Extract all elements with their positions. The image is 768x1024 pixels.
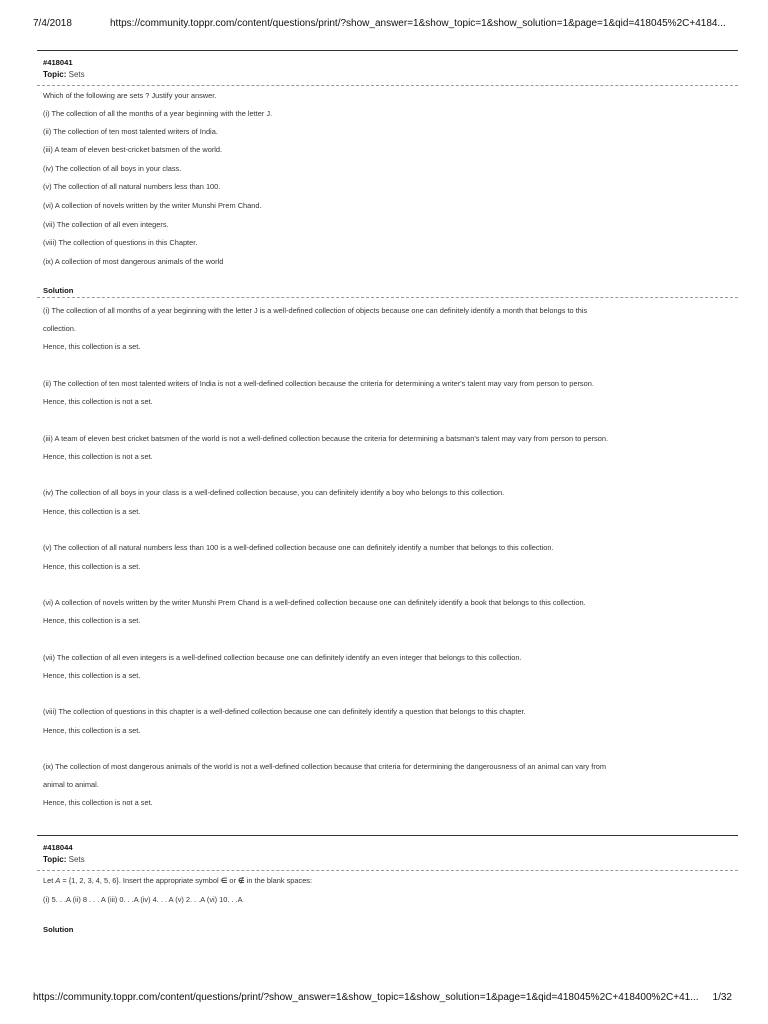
question-item: (ix) A collection of most dangerous animals of the world xyxy=(43,257,224,266)
solution-paragraph: (v) The collection of all natural numbers less than 100 is a well-defined collection because one can definitely identify a number that belongs to this collection. xyxy=(43,543,554,552)
solution-heading: Solution xyxy=(43,925,74,934)
question-item: (viii) The collection of questions in this Chapter. xyxy=(43,238,198,247)
topic-label: Topic: xyxy=(43,70,67,79)
question-item: (i) The collection of all the months of a year beginning with the letter J. xyxy=(43,109,273,118)
question-item: (ii) The collection of ten most talented writers of India. xyxy=(43,127,218,136)
solution-conclusion: Hence, this collection is a set. xyxy=(43,616,141,625)
question-text-post: in the blank spaces: xyxy=(244,876,313,885)
question-text-pre: Let xyxy=(43,876,56,885)
element-of-symbol: ∈ xyxy=(220,876,228,885)
print-footer-url: https://community.toppr.com/content/questions/print/?show_answer=1&show_topic=1&show_solution=1&page=1&qid=418045%2C+418400%2C+41... xyxy=(33,992,699,1003)
question-divider xyxy=(37,835,738,836)
question-text: Which of the following are sets ? Justify your answer. xyxy=(43,91,217,100)
solution-paragraph: (viii) The collection of questions in this chapter is a well-defined collection because one can definitely identify a question that belongs to this chapter. xyxy=(43,707,526,716)
question-id: #418044 xyxy=(43,843,73,852)
question-items: (i) 5. . .A (ii) 8 . . . A (iii) 0. . .A (iv) 4. . . A (v) 2. . .A (vi) 10. . .A xyxy=(43,895,243,904)
solution-conclusion: Hence, this collection is not a set. xyxy=(43,798,153,807)
question-text-or: or xyxy=(227,876,239,885)
solution-conclusion: Hence, this collection is a set. xyxy=(43,507,141,516)
solution-paragraph: (i) The collection of all months of a year beginning with the letter J is a well-defined collection of objects because one can definitely identify a month that belongs to this xyxy=(43,306,588,315)
print-date: 7/4/2018 xyxy=(33,18,72,29)
solution-paragraph: (ix) The collection of most dangerous animals of the world is not a well-defined collection because that criteria for determining the dangerousness of an animal can vary from xyxy=(43,762,607,771)
question-item: (iii) A team of eleven best-cricket batsmen of the world. xyxy=(43,145,223,154)
solution-conclusion: Hence, this collection is a set. xyxy=(43,726,141,735)
solution-paragraph: (iv) The collection of all boys in your class is a well-defined collection because, you can definitely identify a boy who belongs to this collection. xyxy=(43,488,505,497)
question-divider xyxy=(37,50,738,51)
question-item: (v) The collection of all natural numbers less than 100. xyxy=(43,182,221,191)
topic-divider xyxy=(37,85,738,86)
question-item: (vi) A collection of novels written by the writer Munshi Prem Chand. xyxy=(43,201,262,210)
question-text xyxy=(43,876,312,885)
topic-value: Sets xyxy=(68,70,85,79)
solution-conclusion: Hence, this collection is a set. xyxy=(43,342,141,351)
not-element-of-symbol: ∉ xyxy=(238,876,245,885)
solution-paragraph: (ii) The collection of ten most talented writers of India is not a well-defined collection because the criteria for determining a writer's talent may vary from person to person. xyxy=(43,379,594,388)
solution-paragraph-cont: animal to animal. xyxy=(43,780,99,789)
solution-conclusion: Hence, this collection is not a set. xyxy=(43,452,153,461)
solution-paragraph: (iii) A team of eleven best cricket batsmen of the world is not a well-defined collection because the criteria for determining a batsman's talent may vary from person to person. xyxy=(43,434,609,443)
solution-conclusion: Hence, this collection is not a set. xyxy=(43,397,153,406)
question-item: (vii) The collection of all even integers. xyxy=(43,220,169,229)
page-number: 1/32 xyxy=(712,992,732,1003)
question-topic xyxy=(43,855,85,864)
question-topic xyxy=(43,70,85,79)
topic-divider xyxy=(37,870,738,871)
solution-heading: Solution xyxy=(43,286,74,295)
solution-paragraph: (vii) The collection of all even integers is a well-defined collection because one can definitely identify an even integer that belongs to this collection. xyxy=(43,653,522,662)
solution-conclusion: Hence, this collection is a set. xyxy=(43,562,141,571)
solution-paragraph: (vi) A collection of novels written by the writer Munshi Prem Chand is a well-defined collection because one can definitely identify a book that belongs to this collection. xyxy=(43,598,586,607)
solution-conclusion: Hence, this collection is a set. xyxy=(43,671,141,680)
topic-value: Sets xyxy=(68,855,85,864)
topic-label: Topic: xyxy=(43,855,67,864)
set-variable: A xyxy=(55,876,61,885)
question-id: #418041 xyxy=(43,58,73,67)
solution-paragraph-cont: collection. xyxy=(43,324,76,333)
question-text-set: = {1, 2, 3, 4, 5, 6}. Insert the appropriate symbol xyxy=(60,876,221,885)
solution-divider xyxy=(37,297,738,298)
print-header-url: https://community.toppr.com/content/questions/print/?show_answer=1&show_topic=1&show_solution=1&page=1&qid=418045%2C+4184... xyxy=(110,18,726,29)
question-item: (iv) The collection of all boys in your class. xyxy=(43,164,182,173)
